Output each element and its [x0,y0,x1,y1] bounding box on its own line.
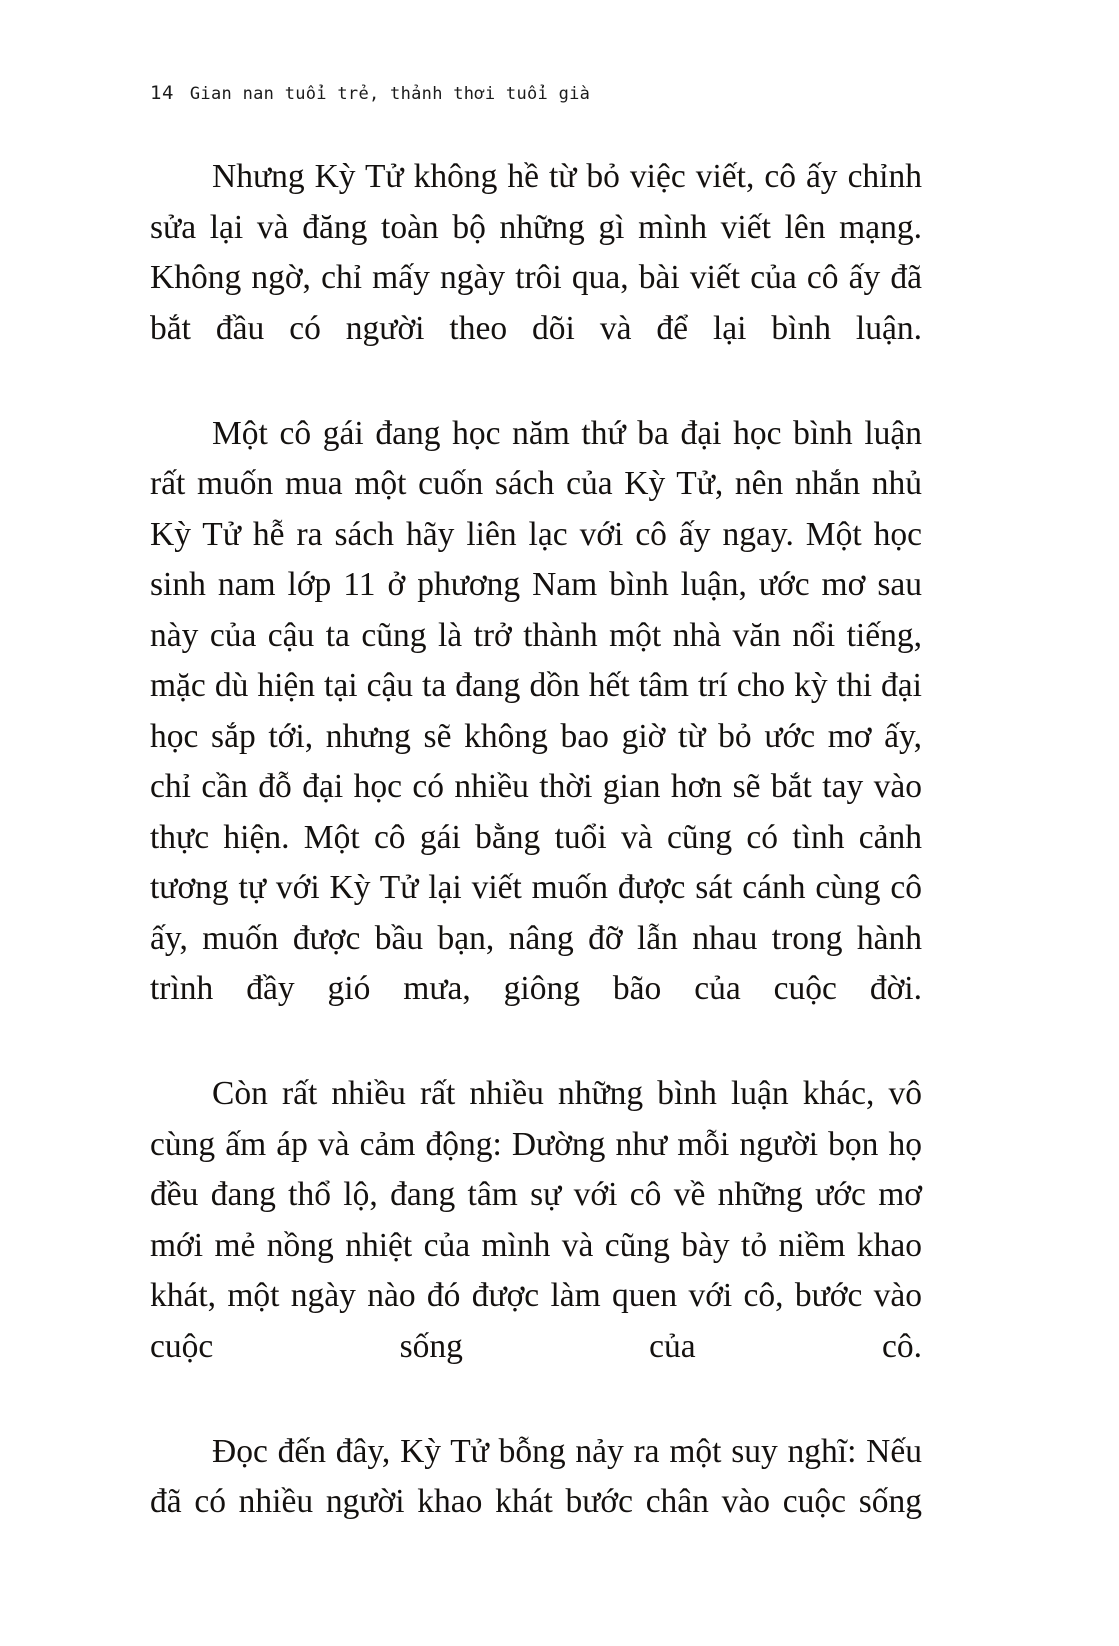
paragraph: Nhưng Kỳ Tử không hề từ bỏ việc viết, cô ấy chỉnh sửa lại và đăng toàn bộ những gì mình viết lên mạng. Không ngờ, chỉ mấy ngày trôi qua, bài viết của cô ấy đã bắt đầu có người theo dõi và để lại bình luận. [150,158,922,347]
paragraph: Đọc đến đây, Kỳ Tử bỗng nảy ra một suy nghĩ: Nếu đã có nhiều người khao khát bước chân vào cuộc sống [150,1432,922,1520]
page-header [150,82,590,104]
page-number: 14 [150,82,174,104]
paragraph: Một cô gái đang học năm thứ ba đại học bình luận rất muốn mua một cuốn sách của Kỳ Tử, nên nhắn nhủ Kỳ Tử hễ ra sách hãy liên lạc với cô ấy ngay. Một học sinh nam lớp 11 ở phương Nam bình luận, ước mơ sau này của cậu ta cũng là trở thành một nhà văn nổi tiếng, mặc dù hiện tại cậu ta đang dồn hết tâm trí cho kỳ thi đại học sắp tới, nhưng sẽ không bao giờ từ bỏ ước mơ ấy, chỉ cần đỗ đại học có nhiều thời gian hơn sẽ bắt tay vào thực hiện. Một cô gái bằng tuổi và cũng có tình cảnh tương tự với Kỳ Tử lại viết muốn được sát cánh cùng cô ấy, muốn được bầu bạn, nâng đỡ lẫn nhau trong hành trình đầy gió mưa, giông bão của cuộc đời. [150,414,922,1007]
paragraph: Còn rất nhiều rất nhiều những bình luận khác, vô cùng ấm áp và cảm động: Dường như mỗi người bọn họ đều đang thổ lộ, đang tâm sự với cô về những ước mơ mới mẻ nồng nhiệt của mình và cũng bày tỏ niềm khao khát, một ngày nào đó được làm quen với cô, bước vào cuộc sống của cô. [150,1075,922,1365]
running-title: Gian nan tuổi trẻ, thảnh thơi tuổi già [189,84,591,104]
page-body [150,152,922,1578]
